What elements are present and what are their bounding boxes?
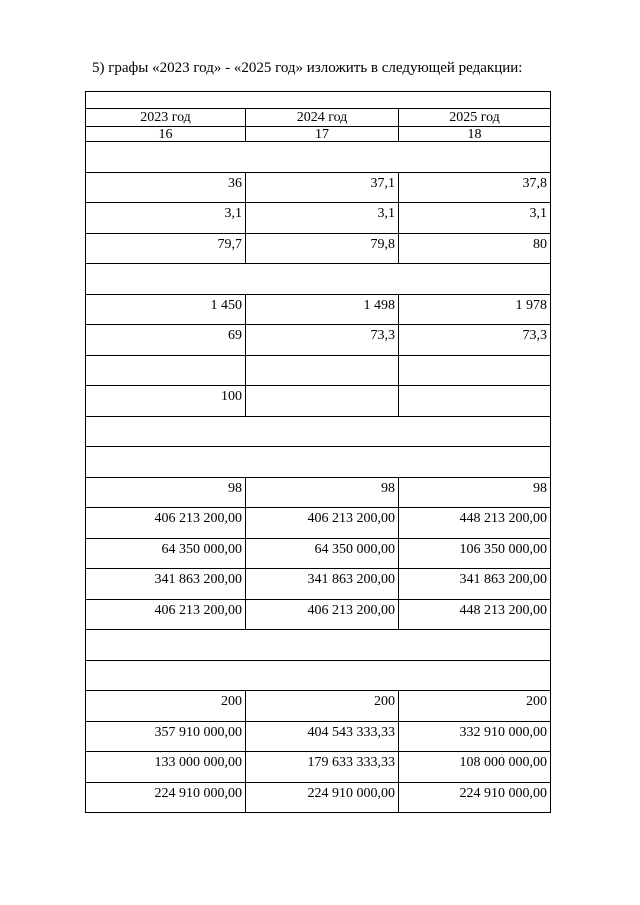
table-cell: 73,3 bbox=[246, 325, 399, 356]
table-cell: 69 bbox=[86, 325, 246, 356]
column-number-16: 16 bbox=[86, 127, 246, 142]
table-cell: 1 498 bbox=[246, 294, 399, 325]
column-number-18: 18 bbox=[399, 127, 551, 142]
table-row bbox=[86, 599, 551, 630]
table-cell: 3,1 bbox=[399, 203, 551, 234]
table-cell: 37,8 bbox=[399, 172, 551, 203]
table-cell: 448 213 200,00 bbox=[399, 599, 551, 630]
table-cell: 200 bbox=[399, 691, 551, 722]
table-row bbox=[86, 355, 551, 386]
table-cell: 341 863 200,00 bbox=[246, 569, 399, 600]
table-row bbox=[86, 294, 551, 325]
table-cell bbox=[86, 142, 551, 173]
table-cell: 406 213 200,00 bbox=[246, 599, 399, 630]
table-cell bbox=[86, 264, 551, 295]
table-cell: 79,7 bbox=[86, 233, 246, 264]
table-cell: 98 bbox=[86, 477, 246, 508]
table-cell: 98 bbox=[399, 477, 551, 508]
table-cell: 406 213 200,00 bbox=[246, 508, 399, 539]
table-cell: 1 978 bbox=[399, 294, 551, 325]
table-cell: 404 543 333,33 bbox=[246, 721, 399, 752]
table-row bbox=[86, 203, 551, 234]
table-cell: 341 863 200,00 bbox=[399, 569, 551, 600]
table-cell: 448 213 200,00 bbox=[399, 508, 551, 539]
table-cell bbox=[86, 660, 551, 691]
table-cell bbox=[246, 355, 399, 386]
table-cell: 357 910 000,00 bbox=[86, 721, 246, 752]
table-cell bbox=[246, 386, 399, 417]
table-cell bbox=[86, 447, 551, 478]
table-row bbox=[86, 172, 551, 203]
section-row bbox=[86, 447, 551, 478]
table-cell bbox=[399, 355, 551, 386]
header-2024: 2024 год bbox=[246, 109, 399, 127]
table-cell: 108 000 000,00 bbox=[399, 752, 551, 783]
table-cell bbox=[86, 416, 551, 447]
table-cell: 100 bbox=[86, 386, 246, 417]
table-cell bbox=[86, 630, 551, 661]
table-cell: 1 450 bbox=[86, 294, 246, 325]
table-top-empty-row bbox=[86, 92, 551, 109]
column-number-row bbox=[86, 127, 551, 142]
table-cell: 200 bbox=[246, 691, 399, 722]
table-cell: 73,3 bbox=[399, 325, 551, 356]
table-cell: 200 bbox=[86, 691, 246, 722]
table-cell bbox=[399, 386, 551, 417]
table-row bbox=[86, 782, 551, 813]
table-row bbox=[86, 325, 551, 356]
section-row bbox=[86, 660, 551, 691]
header-2023: 2023 год bbox=[86, 109, 246, 127]
table-cell: 3,1 bbox=[246, 203, 399, 234]
table-row bbox=[86, 508, 551, 539]
section-row bbox=[86, 264, 551, 295]
table-cell: 133 000 000,00 bbox=[86, 752, 246, 783]
table-cell: 64 350 000,00 bbox=[86, 538, 246, 569]
table-row bbox=[86, 538, 551, 569]
table-cell: 332 910 000,00 bbox=[399, 721, 551, 752]
intro-text: 5) графы «2023 год» - «2025 год» изложить в следующей редакции: bbox=[92, 60, 523, 76]
table-cell bbox=[86, 92, 551, 109]
table-row bbox=[86, 721, 551, 752]
table-cell: 224 910 000,00 bbox=[399, 782, 551, 813]
header-2025: 2025 год bbox=[399, 109, 551, 127]
table-row bbox=[86, 691, 551, 722]
table-cell: 3,1 bbox=[86, 203, 246, 234]
table-cell: 406 213 200,00 bbox=[86, 599, 246, 630]
table-cell: 37,1 bbox=[246, 172, 399, 203]
table-row bbox=[86, 386, 551, 417]
table-cell: 36 bbox=[86, 172, 246, 203]
table-cell: 98 bbox=[246, 477, 399, 508]
table-cell bbox=[86, 355, 246, 386]
section-row bbox=[86, 142, 551, 173]
table-cell: 224 910 000,00 bbox=[86, 782, 246, 813]
section-row bbox=[86, 630, 551, 661]
table-row bbox=[86, 569, 551, 600]
table-row bbox=[86, 477, 551, 508]
table-header-row bbox=[86, 109, 551, 127]
table-cell: 79,8 bbox=[246, 233, 399, 264]
table-cell: 224 910 000,00 bbox=[246, 782, 399, 813]
table-cell: 80 bbox=[399, 233, 551, 264]
table-row bbox=[86, 233, 551, 264]
table-cell: 341 863 200,00 bbox=[86, 569, 246, 600]
column-number-17: 17 bbox=[246, 127, 399, 142]
table-row bbox=[86, 752, 551, 783]
table-cell: 406 213 200,00 bbox=[86, 508, 246, 539]
table-cell: 64 350 000,00 bbox=[246, 538, 399, 569]
budget-table bbox=[85, 91, 551, 813]
section-row bbox=[86, 416, 551, 447]
table-cell: 106 350 000,00 bbox=[399, 538, 551, 569]
table-cell: 179 633 333,33 bbox=[246, 752, 399, 783]
